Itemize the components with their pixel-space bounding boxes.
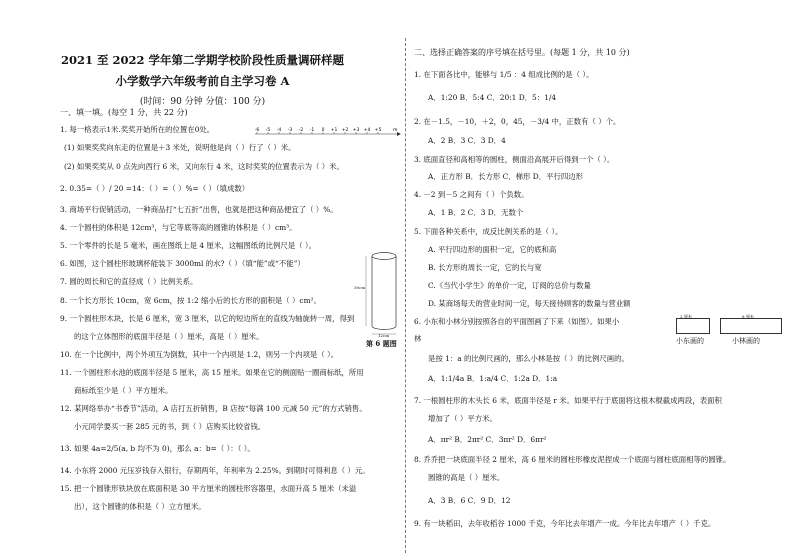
question-line: 15. 把一个圆锥形铁块放在底面积是 30 平方厘米的圆柱形容器里，水面升高 5 厘米（未溢 [60, 484, 357, 493]
number-line-label: +4 [363, 128, 371, 133]
question-line: 3. 商场平行促销活动，一种商品打“七五折”出售，也就是把这种商品便宜了（ ）%。 [60, 205, 338, 214]
question-line: 的这个立体图形的底面半径是（ ）厘米，高是（ ）厘米。 [74, 332, 264, 341]
question-line: 14. 小东将 2000 元压岁钱存入银行，存期两年，年利率为 2.25%。到期时可得利息（ ）元。 [60, 466, 370, 475]
question-line: 13. 如果 4a=2/5(a, b 均不为 0)，那么 a：b=（ ）：（ ）。 [60, 444, 255, 453]
question-line: 出），这个圆锥的体积是（ ）立方厘米。 [74, 502, 206, 511]
number-line-label: +3 [352, 128, 360, 133]
question-line: 5. 下面各种关系中，成反比例关系的是（ ）。 [414, 227, 563, 236]
question-line: 圆锥的高是（ ）厘米。 [428, 473, 505, 482]
number-line-label: -1 [309, 128, 315, 133]
question-line: 6. 小东和小林分别按照各自的平面图画了下来（如图）。如果小 [414, 317, 620, 326]
question-line: 11. 一个圆柱形水池的底面半径是 5 厘米，高 15 厘米。如果在它的侧面贴一圈商标纸，所用 [60, 368, 364, 377]
question-line: 7. 一根圆柱形的木头长 6 米，底面半径是 r 米。如果平行于底面将这根木棍截成两段，表面积 [414, 396, 722, 405]
cylinder-figure [360, 250, 404, 340]
small-plan-label: 小东画的 [676, 337, 704, 345]
exam-subtitle: 小学数学六年级考前自主学习卷 A [115, 74, 290, 88]
option-line: A．πr² B．2πr² C．3πr² D．6πr² [428, 435, 547, 444]
question-line: 10. 在一个比例中，两个外项互为倒数，其中一个内项是 1.2，则另一个内项是（ ）。 [60, 350, 339, 359]
question-line: 增加了（ ）平方米。 [428, 414, 497, 423]
number-line-label: -5 [265, 128, 271, 133]
question-line: 7. 圆的周长和它的直径成（ ）比例关系。 [60, 277, 198, 286]
question-line: 4. －2 到－5 之间有（ ）个负数。 [414, 190, 529, 199]
option-line: A．3 B．6 C．9 D．12 [428, 496, 511, 505]
option-line: A. 平行四边形的面积一定，它的底和高 [428, 245, 557, 254]
figure-caption: 第 6 题图 [366, 339, 397, 348]
question-line: 2. 在－1.5，－10，＋2，0，45，－3/4 中，正数有（ ）个。 [414, 117, 621, 126]
question-line: 8. 一个长方形长 10cm，宽 6cm，按 1:2 缩小后的长方形的面积是（ ）cm²。 [60, 296, 321, 305]
question-line: 5. 一个零件的长是 5 毫米，画在图纸上是 4 厘米，这幅图纸的比例尺是（ ）。 [60, 241, 316, 250]
large-plan-dim: 8 厘米 [742, 314, 754, 319]
number-line-label: +5 [374, 128, 382, 133]
question-line: 12. 某网络举办“书香节”活动，A 店打五折销售，B 店按“每满 100 元减 50 元”的方式销售。 [60, 404, 367, 413]
option-line: A．2 B．3 C．3 D．4 [428, 136, 506, 145]
option-line: A．1:20 B．5:4 C．20:1 D．5：1/4 [428, 93, 557, 102]
question-line: (1) 如果奖奖向东走的位置是＋3 米处，说明他是向（ ）行了（ ）米。 [64, 143, 296, 152]
question-line: 小元同学要买一套 285 元的书，到（ ）店购买比较省钱。 [74, 422, 266, 431]
exam-title: 2021 至 2022 学年第二学期学校阶段性质量调研样题 [60, 53, 345, 67]
section-heading: 二、选择正确答案的序号填在括号里。(每题 1 分，共 10 分) [414, 48, 630, 57]
number-line-label: 0 [321, 128, 325, 133]
number-line-label: +1 [330, 128, 338, 133]
question-line: (2) 如果奖奖从 0 点先向西行 6 米，又向东行 4 米，这时奖奖的位置表示为（ ）米。 [64, 162, 344, 171]
question-line: 4. 一个圆柱的体积是 12cm³，与它等底等高的圆锥的体积是（ ）cm³。 [60, 223, 297, 232]
question-line: 9. 一个圆柱形木块，长是 6 厘米，宽 3 厘米，以它的短边所在的直线为轴旋转一周，得到 [60, 314, 355, 323]
number-line-label: +2 [341, 128, 349, 133]
large-plan-label: 小林画的 [732, 337, 760, 345]
question-line: 8. 乔乔把一块底面半径 2 厘米，高 6 厘米的圆柱形橡皮泥捏成一个底面与圆柱底面相等的圆锥。 [414, 455, 731, 464]
question-line: 6. 如图，这个圆柱形玻璃杯能装下 3000ml 的水?（ ）（填“能”或“不能”） [60, 259, 305, 268]
number-line-label: -2 [298, 128, 304, 133]
number-line-label: -6 [254, 128, 260, 133]
section-heading: 一、填一填。(每空 1 分，共 22 分) [60, 108, 188, 117]
option-line: B. 长方形的周长一定，它的长与宽 [428, 263, 542, 272]
question-line: 9. 有一块稻田，去年收稻谷 1000 千克，今年比去年增产一成。今年比去年增产（ ）千克。 [414, 519, 716, 528]
option-line: A．1:1/4a B．1:a/4 C．1:2a D．1:a [428, 374, 558, 383]
option-line: A．1 B．2 C．3 D．无数个 [428, 208, 524, 217]
time-score: (时间：90 分钟 分值：100 分) [139, 97, 266, 107]
number-line-label: -4 [276, 128, 282, 133]
column-divider [405, 38, 406, 553]
question-line: 是按 1：a 的比例尺画的，那么小林是按（ ）的比例尺画的。 [428, 354, 629, 363]
option-line: C.《当代小学生》的单价一定，订阅的总价与数量 [428, 281, 591, 290]
question-line: 3. 底面直径和高相等的圆柱，侧面沿高展开后得到一个（ ）。 [414, 155, 615, 164]
option-line: D. 某商场每天的营业时间一定，每天接待顾客的数量与营业额 [428, 299, 631, 308]
number-line [253, 125, 401, 137]
number-line-label: -3 [287, 128, 293, 133]
number-line-unit: m [393, 128, 398, 133]
question-line: 商标纸至少是（ ）平方厘米。 [74, 386, 173, 395]
small-plan-dim: 2 厘米 [680, 314, 692, 319]
cylinder-width-label: 12cm [378, 333, 390, 338]
option-line: A．正方形 B．长方形 C．梯形 D．平行四边形 [428, 172, 584, 181]
question-line: 2. 0.35=（ ）/ 20 =14：（ ）=（ ）%=（ ）（填成数） [60, 184, 250, 193]
question-line: 1. 每一格表示1米.奖奖开始所在的位置在0处。 [60, 125, 215, 134]
question-line: 林 [414, 334, 422, 343]
question-line: 1. 在下面各比中，能够与 1/5 ：4 组成比例的是（ ）。 [414, 70, 594, 79]
cylinder-height-label: 30cm [354, 285, 366, 290]
